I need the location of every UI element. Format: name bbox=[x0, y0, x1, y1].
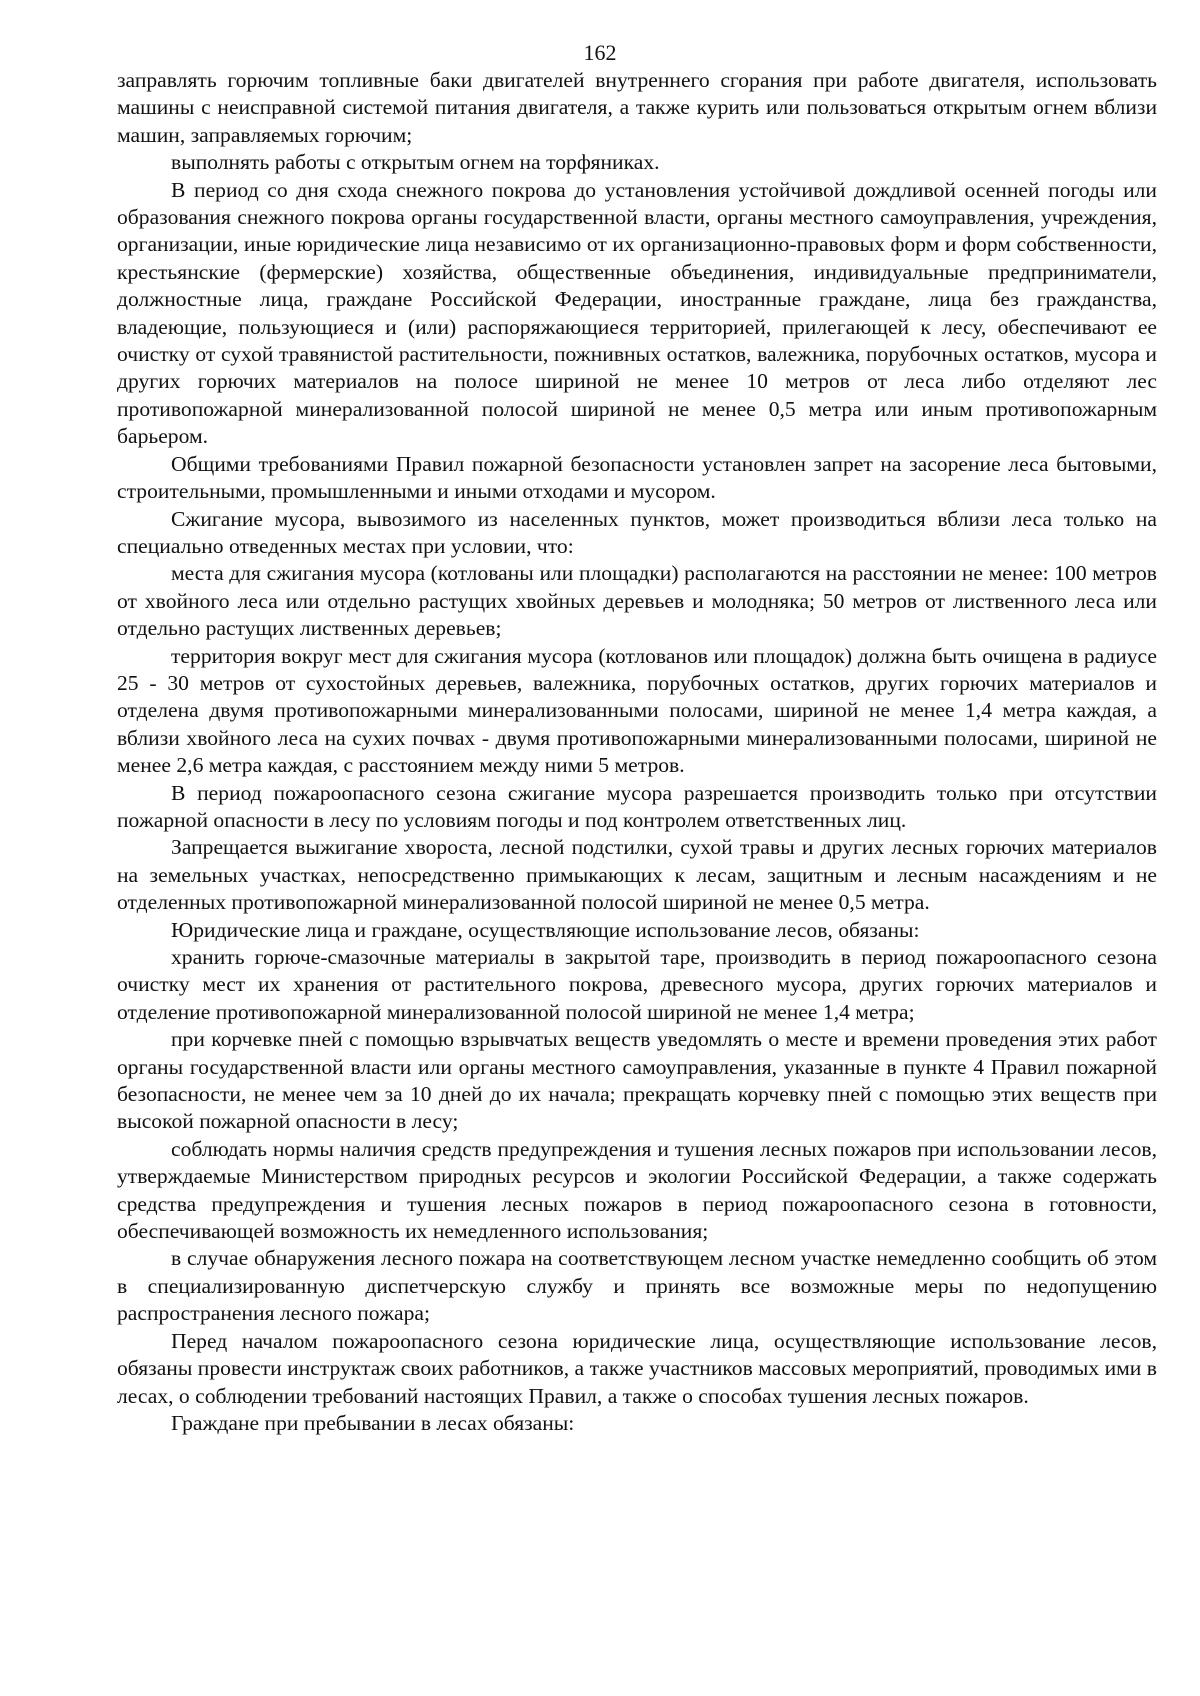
paragraph: соблюдать нормы наличия средств предупреждения и тушения лесных пожаров при использовании лесов, утверждаемые Министерством природных ресурсов и экологии Российской Федерации, а также содержать средства предупреждения и тушения лесных пожаров в период пожароопасного сезона в готовности, обеспечивающей возможность их немедленного использования; bbox=[117, 1136, 1157, 1244]
paragraph: Перед началом пожароопасного сезона юридические лица, осуществляющие использование лесов, обязаны провести инструктаж своих работников, а также участников массовых мероприятий, проводимых ими в лесах, о соблюдении требований настоящих Правил, а также о способах тушения лесных пожаров. bbox=[117, 1328, 1157, 1408]
paragraph-continuation: заправлять горючим топливные баки двигателей внутреннего сгорания при работе двигателя, использовать машины с неисправной системой питания двигателя, а также курить или пользоваться открытым огнем вблизи машин, заправляемых горючим; bbox=[117, 68, 1157, 147]
paragraph: при корчевке пней с помощью взрывчатых веществ уведомлять о месте и времени проведения этих работ органы государственной власти или органы местного самоуправления, указанные в пункте 4 Правил пожарной безопасности, не менее чем за 10 дней до их начала; прекращать корчевку пней с помощью этих веществ при высокой пожарной опасности в лесу; bbox=[117, 1027, 1157, 1134]
paragraph: В период пожароопасного сезона сжигание мусора разрешается производить только при отсутствии пожарной опасности в лесу по условиям погоды и под контролем ответственных лиц. bbox=[117, 780, 1157, 832]
document-body bbox=[117, 67, 1157, 1437]
page-number: 162 bbox=[583, 40, 617, 65]
paragraph: В период со дня схода снежного покрова до установления устойчивой дождливой осенней погоды или образования снежного покрова органы государственной власти, органы местного самоуправления, учреждения, организации, иные юридические лица независимо от их организационно-правовых форм и форм собственности, крестьянские (фермерские) хозяйства, общественные объединения, индивидуальные предприниматели, должностные лица, граждане Российской Федерации, иностранные граждане, лица без гражданства, владеющие, пользующиеся и (или) распоряжающиеся территорией, прилегающей к лесу, обеспечивают ее очистку от сухой травянистой растительности, пожнивных остатков, валежника, порубочных остатков, мусора и других горючих материалов на полосе шириной не менее 10 метров от леса либо отделяют лес противопожарной минерализованной полосой шириной не менее 0,5 метра или иным противопожарным барьером. bbox=[117, 177, 1157, 449]
paragraph: выполнять работы с открытым огнем на торфяниках. bbox=[171, 150, 660, 175]
paragraph: Запрещается выжигание хвороста, лесной подстилки, сухой травы и других лесных горючих материалов на земельных участках, непосредственно примыкающих к лесам, защитным и лесным насаждениям и не отделенных противопожарной минерализованной полосой шириной не менее 0,5 метра. bbox=[117, 835, 1157, 915]
paragraph: Сжигание мусора, вывозимого из населенных пунктов, может производиться вблизи леса только на специально отведенных местах при условии, что: bbox=[117, 506, 1157, 558]
paragraph: хранить горюче-смазочные материалы в закрытой таре, производить в период пожароопасного сезона очистку мест их хранения от растительного покрова, древесного мусора, других горючих материалов и отделение противопожарной минерализованной полосой шириной не менее 1,4 метра; bbox=[117, 945, 1157, 1024]
paragraph: Общими требованиями Правил пожарной безопасности установлен запрет на засорение леса бытовыми, строительными, промышленными и иными отходами и мусором. bbox=[117, 451, 1157, 504]
paragraph: в случае обнаружения лесного пожара на соответствующем лесном участке немедленно сообщить об этом в специализированную диспетчерскую службу и принять все возможные меры по недопущению распространения лесного пожара; bbox=[117, 1246, 1157, 1326]
paragraph: территория вокруг мест для сжигания мусора (котлованов или площадок) должна быть очищена в радиусе 25 - 30 метров от сухостойных деревьев, валежника, порубочных остатков, других горючих материалов и отделена двумя противопожарными минерализованными полосами, шириной не менее 1,4 метра каждая, а вблизи хвойного леса на сухих почвах - двумя противопожарными минерализованными полосами, шириной не менее 2,6 метра каждая, с расстоянием между ними 5 метров. bbox=[117, 643, 1157, 778]
paragraph: Юридические лица и граждане, осуществляющие использование лесов, обязаны: bbox=[171, 917, 920, 942]
paragraph: места для сжигания мусора (котлованы или площадки) располагаются на расстоянии не менее: 100 метров от хвойного леса или отдельно растущих хвойных деревьев и молодняка; 50 метров от лиственного леса или отдельно растущих лиственных деревьев; bbox=[117, 561, 1157, 641]
paragraph: Граждане при пребывании в лесах обязаны: bbox=[171, 1410, 575, 1435]
